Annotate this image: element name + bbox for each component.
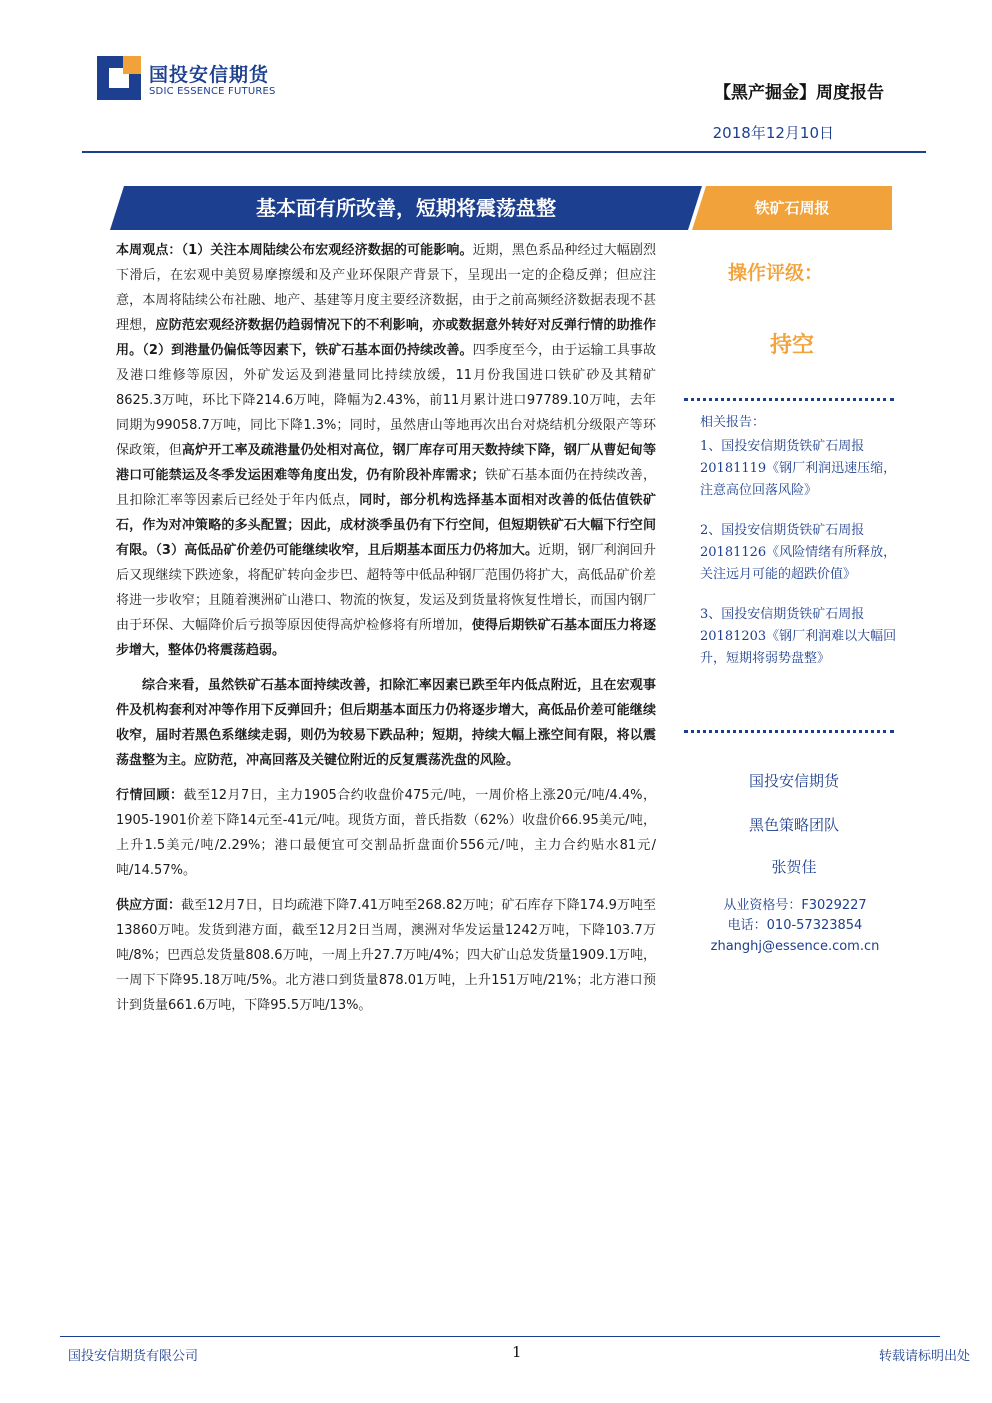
page-number: 1 [512,1343,522,1361]
report-body [116,238,656,1028]
footer-notice: 转载请标明出处 [878,1349,970,1364]
logo-text-en: SDIC ESSENCE FUTURES [149,86,276,97]
related-report-item[interactable]: 3、国投安信期货铁矿石周报 20181203《钢厂利润难以大幅回升，短期将弱势盘整》 [700,607,897,666]
team-company: 国投安信期货 [748,772,839,790]
related-reports-title: 相关报告： [700,415,766,430]
sidebar-divider [684,730,894,733]
team-group: 黑色策略团队 [748,816,839,834]
analyst-license: 从业资格号：F3029227 [723,898,867,913]
sidebar-divider [684,398,894,401]
analyst-name: 张贺佳 [771,858,817,876]
report-series: 【黑产掘金】周度报告 [714,83,884,103]
logo-mark-icon [97,56,141,100]
title-banner [110,186,702,230]
related-report-item[interactable]: 2、国投安信期货铁矿石周报 20181126《风险情绪有所释放，关注远月可能的超跌价值》 [700,523,897,582]
summary-paragraph: 综合来看，虽然铁矿石基本面持续改善，扣除汇率因素已跌至年内低点附近，且在宏观事件及机构套利对冲等作用下反弹回升；但后期基本面压力仍将逐步增大，高低品价差可能继续收窄，届时若黑色系继续走弱，则仍为较易下跌品种；短期，持续大幅上涨空间有限，将以震荡盘整为主。应防范，冲高回落及关键位附近的反复震荡洗盘的风险。 [116,678,656,768]
market-review-label: 行情回顾： [116,788,184,803]
report-date: 2018年12月10日 [712,124,834,142]
viewpoint-paragraph: 本周观点：（1）关注本周陆续公布宏观经济数据的可能影响。近期，黑色系品种经过大幅剧烈下滑后，在宏观中美贸易摩擦缓和及产业环保限产背景下，呈现出一定的企稳反弹；但应注意，本周将陆续公布社融、地产、基建等月度主要经济数据，由于之前高频经济数据表现不甚理想，应防范宏观经济数据仍趋弱情况下的不利影响，亦或数据意外转好对反弹行情的助推作用。（2）到港量仍偏低等因素下，铁矿石基本面仍持续改善。四季度至今，由于运输工具事故及港口维修等原因，外矿发运及到港量同比持续放缓，11月份我国进口铁矿砂及其精矿8625.3万吨，环比下降214.6万吨，降幅为2.43%，前11月累计进口97789.10万吨，去年同期为99058.7万吨，同比下降1.3%；同时，虽然唐山等地再次出台对烧结机分级限产等环保政策，但高炉开工率及疏港量仍处相对高位，钢厂库存可用天数持续下降，钢厂从曹妃甸等港口可能禁运及冬季发运困难等角度出发，仍有阶段补库需求；铁矿石基本面仍在持续改善，且扣除汇率等因素后已经处于年内低点，同时，部分机构选择基本面相对改善的低估值铁矿石，作为对冲策略的多头配置；因此，成材淡季虽仍有下行空间，但短期铁矿石大幅下行空间有限。（3）高低品矿价差仍可能继续收窄，且后期基本面压力仍将加大。近期，钢厂利润回升后又现继续下跌迹象，将配矿转向金步巴、超特等中低品种钢厂范围仍将扩大，高低品矿价差将进一步收窄；且随着澳洲矿山港口、物流的恢复，发运及到货量将恢复性增长，而国内钢厂由于环保、大幅降价后亏损等原因使得高炉检修将有所增加，使得后期铁矿石基本面压力将逐步增大，整体仍将震荡趋弱。 [116,243,656,658]
related-reports [700,412,905,688]
rating-label: 操作评级： [728,262,824,284]
viewpoint-heading: 本周观点：（1）关注本周陆续公布宏观经济数据的可能影响。 [116,243,473,258]
category-banner [692,186,892,230]
header-divider [82,151,926,153]
footer-divider [60,1336,940,1337]
market-review-paragraph: 行情回顾：截至12月7日，主力1905合约收盘价475元/吨，一周价格上涨20元/吨/4.4%，1905-1901价差下降14元至-41元/吨。现货方面，普氏指数（62%）收盘价66.95美元/吨，上升1.5美元/吨/2.29%；港口最便宜可交割品折盘面价556元/吨，主力合约贴水81元/吨/14.57%。 [116,788,656,878]
related-report-item[interactable]: 1、国投安信期货铁矿石周报 20181119《钢厂利润迅速压缩，注意高位回落风险》 [700,439,897,498]
rating-value: 持空 [770,333,815,358]
analyst-phone: 电话：010-57323854 [727,918,863,933]
logo-text-cn: 国投安信期货 [149,64,270,86]
company-logo [97,56,287,104]
report-category: 铁矿石周报 [754,199,830,217]
analyst-email[interactable]: zhanghj@essence.com.cn [710,939,880,954]
supply-paragraph: 供应方面：截至12月7日，日均疏港下降7.41万吨至268.82万吨；矿石库存下降174.9万吨至13860万吨。发货到港方面，截至12月2日当周，澳洲对华发运量1242万吨，下降103.7万吨/8%；巴西总发货量808.6万吨，一周上升27.7万吨/4%；四大矿山总发货量1909.1万吨，一周下下降95.18万吨/5%。北方港口到货量878.01万吨，上升151万吨/21%；北方港口预计到货量661.6万吨，下降95.5万吨/13%。 [116,898,656,1013]
footer-company: 国投安信期货有限公司 [68,1349,199,1364]
report-title: 基本面有所改善，短期将震荡盘整 [256,196,556,220]
supply-label: 供应方面： [116,898,182,913]
